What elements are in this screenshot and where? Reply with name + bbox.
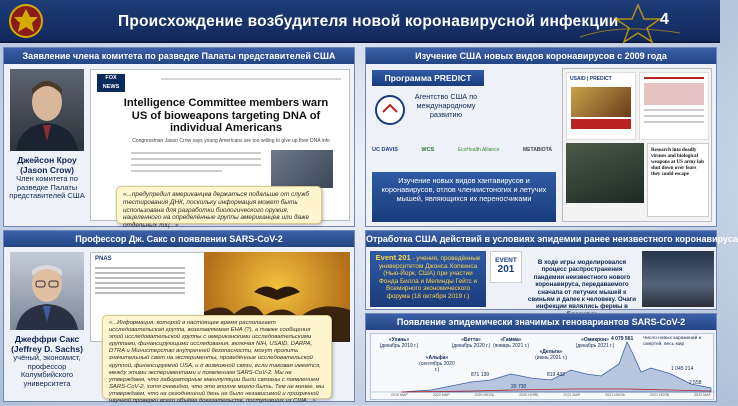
slide-title: Происхождение возбудителя новой коронавирусной инфекции (118, 13, 619, 30)
photo-jeffrey-sachs (10, 252, 84, 330)
event201-description: - учения, проведённые университетом Джонса Хопкинса (Нью-Йорк, США) при участии Фонда Билла и Мелинды Гейтс и Всемирного экономического форума (18 октября 2019 г.) (378, 255, 481, 300)
value-label: 871 139 (471, 372, 490, 378)
usaid-predict-label: USAID | PREDICT (570, 76, 612, 82)
x-tick: 2022 МАР (694, 393, 711, 397)
variant-gamma (491, 338, 531, 350)
news-clipping (647, 143, 709, 217)
uc-davis-logo: UC DAVIS (372, 147, 398, 153)
predict-program-box (372, 70, 484, 86)
article-breadcrumb (161, 78, 341, 80)
value-label: 4 079 561 (611, 336, 634, 342)
game-description: В ходе игры моделировался процесс распространения пандемии неизвестного нового коронавируса, передаваемого сначала от летучих мышей к свиньям и далее к человеку. Очаги инфекции являлись фермы в (527, 259, 637, 311)
person-caption (6, 335, 88, 388)
x-tick: 2021 ИЮЛЬ (605, 393, 625, 397)
variant-name: «Бетта» (461, 337, 481, 343)
panel-sachs (3, 230, 355, 405)
variant-date: (январь 2021 г.) (492, 342, 530, 349)
value-label: 2 558 (689, 380, 702, 386)
x-axis-labels (391, 393, 711, 397)
value-label: 20 730 (511, 384, 527, 390)
variant-date: (декабрь 2020 г.) (451, 342, 491, 349)
variant-name: «Гамма» (500, 337, 522, 343)
panel-event-201 (365, 230, 738, 311)
sachs-quote: «...Информация, которой в настоящее время располагает исследовательская группа, возглавляемая ЕНА (?), а также сообщения этой исследовательской группы с американскими исследовательскими группами, финансирующими исследования, включая NIH, USAID, DARPA, DTRA и Министерство внутренней безопасности, могут пролить значительный свет на эксперименты, проведённые исследовательской группой, финансируемой USA, и о возможной связи, если таковая имеется, между этими экспериментами и появлением SARS-CoV-2. Мы не утверждаем, что лабораторные манипуляции были связаны с появлением SARS-CoV-2, хотя очевидно, что это вполне могло быть. Тем не менее, мы утверждаем, что на сегодняшний день не было независимой и прозрачной научной проверки всего объёма доказательств, поступивших из США…» (102, 315, 332, 399)
usaid-seal-icon (374, 94, 406, 126)
partner-logos (372, 138, 552, 162)
article-subhead: Congressman Jason Crow says young Americans are too willing to give up their DNA info (132, 138, 330, 144)
person-caption (6, 156, 88, 201)
article-text-lines (95, 267, 185, 297)
fox-news-logo: FOX NEWS (97, 74, 125, 92)
photo-jason-crow (10, 69, 84, 151)
person-name: Джеффри Сакс (14, 334, 80, 344)
person-name: Джейсон Кроу (17, 155, 77, 165)
variant-date: (июнь 2021 г.) (535, 354, 567, 361)
event201-logo-line2: 201 (497, 264, 515, 275)
x-tick: 2021 НОЯБ (649, 393, 670, 397)
wcs-logo: WCS (421, 147, 435, 153)
panel-title: Отработка США действий в условиях эпидемии ранее неизвестного коронавируса (366, 231, 716, 247)
event201-logo-line1: EVENT (495, 257, 517, 264)
person-name-en: (Jeffrey D. Sachs) (11, 343, 83, 354)
panel-title: Изучение США новых видов коронавирусов с 2009 года (366, 48, 716, 64)
panel-variants-chart (365, 313, 717, 402)
ecohealth-logo: EcoHealth Alliance (457, 147, 500, 153)
crow-quote: «...предупредил американцев держаться подальше от служб тестирования ДНК, поскольку информация может быть использована для разработки биологического оружия, нацеленного на определённые группы американцев или даже отдельных лиц...» (116, 186, 322, 224)
variant-delta (531, 350, 571, 362)
variant-name: «Омикрон» (581, 337, 609, 343)
research-box (372, 172, 556, 222)
conference-photo (642, 251, 714, 307)
article-body-lines (131, 152, 261, 172)
article-headline: Intelligence Committee members warn US of bioweapons targeting DNA of individual Americans (123, 97, 329, 134)
value-label: 819 432 (547, 372, 566, 378)
x-tick: 2021 МАР (563, 393, 581, 397)
person-description: Член комитета по разведке Палаты представителей США (9, 174, 85, 201)
predict-program-label: Программа PREDICT (384, 73, 472, 83)
chart-legend: Число новых заражений и смертей, весь мир (643, 336, 702, 347)
ministry-emblem-icon (8, 3, 44, 39)
x-tick: 2019 МАР (391, 393, 408, 397)
slide-header (0, 0, 720, 43)
research-description: Изучение новых видов хантавирусов и коронавирусов, отлов члениистоногих и летучих мышей, являющихся их переносчиками (381, 176, 547, 203)
x-tick: 2020 НОЯБ (519, 393, 539, 397)
variant-name: «Дельта» (539, 349, 563, 355)
person-name-en: (Jason Crow) (20, 164, 74, 175)
variant-name: «Ухань» (388, 337, 410, 343)
agency-label: Агентство США по международному развитию (414, 92, 478, 119)
page-number: 4 (660, 11, 669, 28)
x-tick: 2020 МАР (432, 393, 450, 397)
pnas-logo: PNAS (95, 256, 112, 262)
x-tick: 2020 ИЮЛЬ (474, 393, 495, 397)
event201-title: Event 201 (375, 253, 411, 262)
news-clipping-text: Research into deadly viruses and biological weapons at US army lab shut down over fears they could escape (651, 147, 704, 177)
panel-crow-statement (3, 47, 355, 230)
event201-logo (490, 251, 522, 283)
variant-omicron (575, 338, 615, 350)
article-image (271, 150, 333, 188)
panel-title: Появление эпидемически значимых геновариантов SARS-CoV-2 (366, 314, 716, 330)
metabiota-logo: METABIOTA (523, 147, 552, 153)
event201-description-box (370, 251, 486, 307)
variant-alpha (417, 356, 457, 373)
value-label: 1 045 214 (671, 366, 694, 372)
usaid-report-pages (562, 68, 712, 222)
panel-title: Заявление члена комитета по разведке Палаты представителей США (4, 48, 354, 64)
panel-predict-program (365, 47, 717, 227)
variant-name: «Альфа» (425, 355, 449, 361)
variant-wuhan (379, 338, 419, 350)
panel-title: Профессор Дж. Сакс о появлении SARS-CoV-2 (4, 231, 354, 247)
person-description: учёный, экономист, профессор Колумбийского университета (13, 353, 81, 388)
variant-date: (декабрь 2021 г.) (575, 342, 615, 349)
variant-date: (сентябрь 2020 г.) (419, 360, 455, 373)
report-page-2 (639, 72, 709, 140)
variant-beta (451, 338, 491, 350)
usaid-block (372, 90, 484, 130)
variants-chart (370, 333, 714, 400)
variant-date: (декабрь 2019 г.) (379, 342, 419, 349)
report-page-1 (566, 72, 636, 140)
lab-photo (566, 143, 644, 203)
